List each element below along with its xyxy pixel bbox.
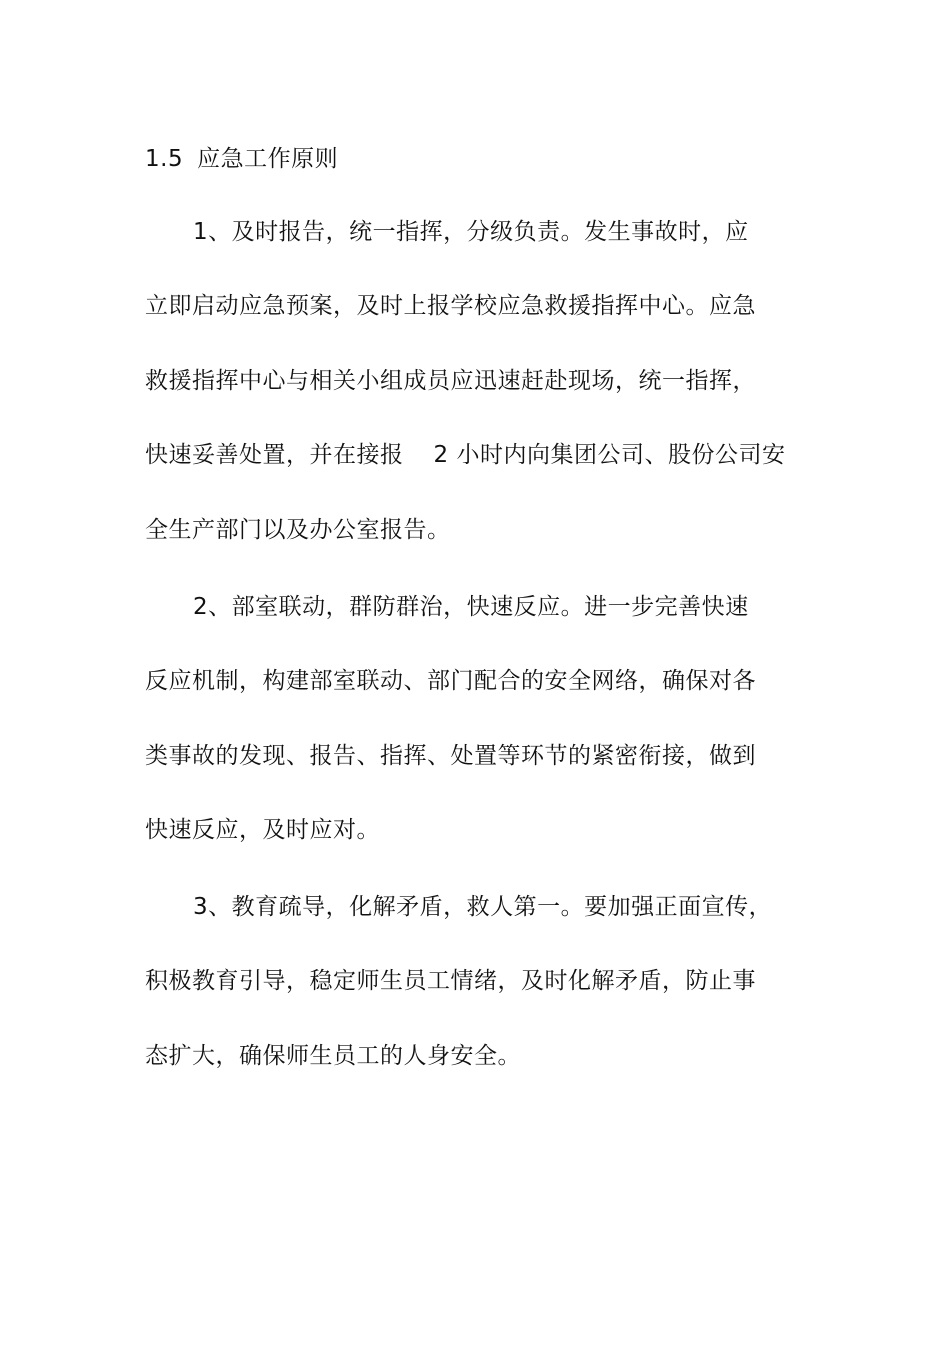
- paragraph-1-line-4-part-2: 2 小时内向集团公司、股份公司安: [433, 442, 786, 468]
- section-number: 1.5: [145, 146, 184, 172]
- paragraph-3-line-1: 3、教育疏导，化解矛盾，救人第一。要加强正面宣传，: [193, 894, 773, 920]
- paragraph-2-line-4: 快速反应，及时应对。: [145, 817, 380, 843]
- paragraph-1-line-5: 全生产部门以及办公室报告。: [145, 517, 451, 543]
- paragraph-1-line-1: 1、及时报告，统一指挥，分级负责。发生事故时，应: [193, 219, 749, 245]
- paragraph-3-line-3: 态扩大，确保师生员工的人身安全。: [145, 1043, 521, 1069]
- paragraph-1-line-4-part-1: 快速妥善处置，并在接报: [145, 442, 404, 468]
- paragraph-1-line-4: [145, 440, 785, 470]
- paragraph-2-line-2: 反应机制，构建部室联动、部门配合的安全网络，确保对各: [145, 668, 756, 694]
- section-heading: [145, 144, 338, 174]
- paragraph-3-line-2: 积极教育引导，稳定师生员工情绪，及时化解矛盾，防止事: [145, 968, 756, 994]
- paragraph-1-line-3: 救援指挥中心与相关小组成员应迅速赶赴现场，统一指挥，: [145, 368, 756, 394]
- paragraph-2-line-1: 2、部室联动，群防群治，快速反应。进一步完善快速: [193, 594, 749, 620]
- section-title: 应急工作原则: [197, 146, 339, 172]
- paragraph-2-line-3: 类事故的发现、报告、指挥、处置等环节的紧密衔接，做到: [145, 743, 756, 769]
- paragraph-1-line-2: 立即启动应急预案，及时上报学校应急救援指挥中心。应急: [145, 293, 756, 319]
